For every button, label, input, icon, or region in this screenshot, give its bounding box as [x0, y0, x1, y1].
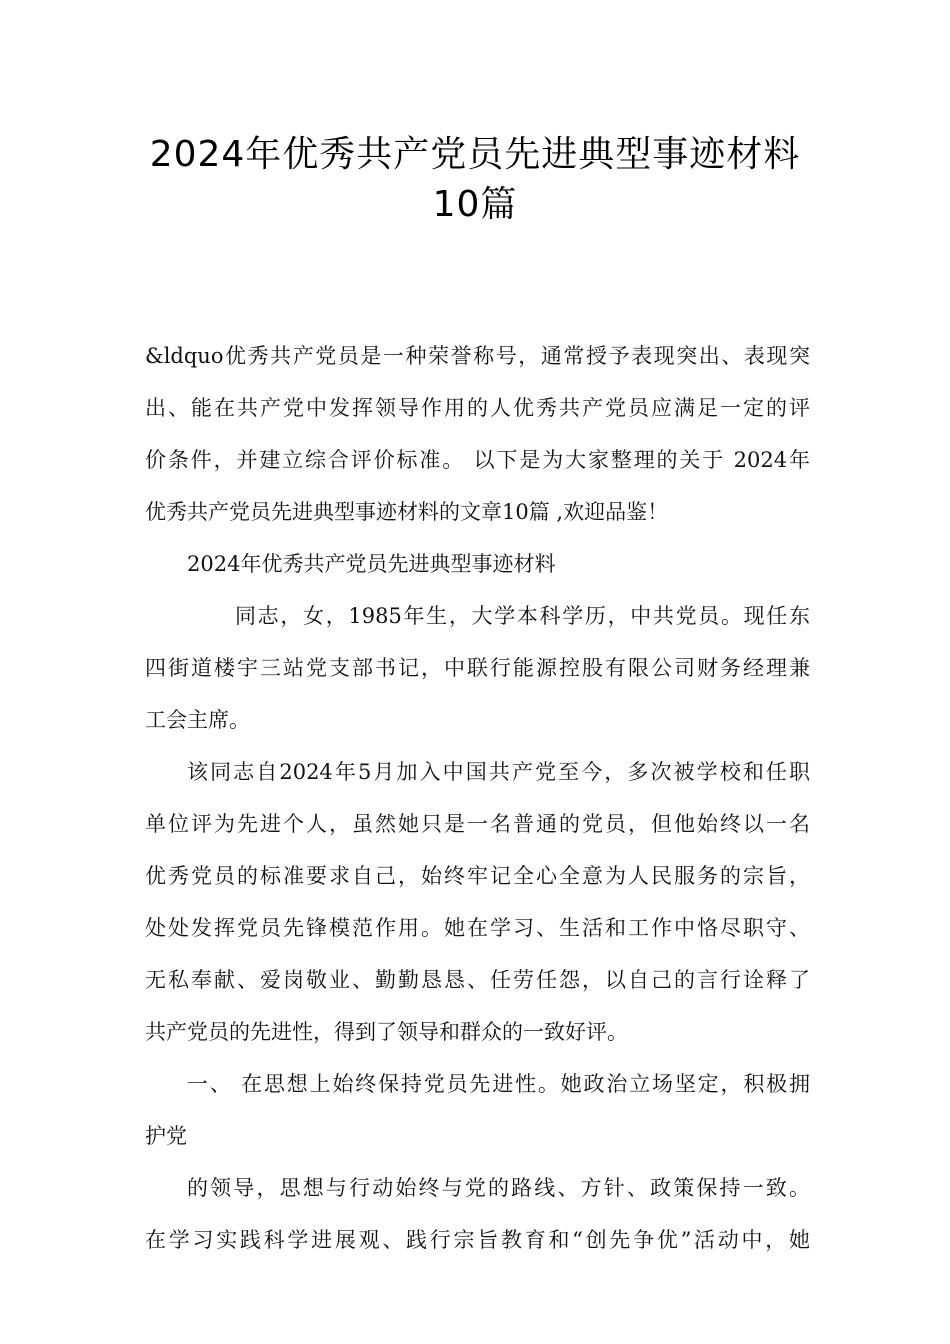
document-body — [145, 330, 810, 1266]
paragraph-line: 出、能在共产党中发挥领导作用的人优秀共产党员应满足一定的评 — [145, 396, 810, 420]
document-title-line-2: 10篇 — [432, 184, 518, 225]
section-heading-line: 2024年优秀共产党员先进典型事迹材料 — [187, 552, 556, 576]
paragraph-line: 该同志自2024年5月加入中国共产党至今，多次被学校和任职 — [187, 760, 810, 784]
paragraph-line: 优秀共产党员先进典型事迹材料的文章10篇 ,欢迎品鉴！ — [145, 500, 669, 524]
paragraph-line: 无私奉献、爱岗敬业、勤勤恳恳、任劳任怨，以自己的言行诠释了 — [145, 968, 810, 992]
paragraph-line: 在学习实践科学进展观、践行宗旨教育和“创先争优”活动中，她 — [145, 1228, 810, 1252]
paragraph-line: 优秀党员的标准要求自己，始终牢记全心全意为人民服务的宗旨， — [145, 864, 810, 888]
paragraph-line: 处处发挥党员先锋模范作用。她在学习、生活和工作中恪尽职守、 — [145, 916, 810, 940]
paragraph-line: 共产党员的先进性，得到了领导和群众的一致好评。 — [145, 1020, 628, 1044]
paragraph-line: 四街道楼宇三站党支部书记，中联行能源控股有限公司财务经理兼 — [145, 656, 810, 680]
document-title-line-1: 2024年优秀共产党员先进典型事迹材料 — [149, 134, 801, 175]
paragraph-line: 护党 — [145, 1124, 187, 1148]
paragraph-line: 单位评为先进个人，虽然她只是一名普通的党员，但他始终以一名 — [145, 812, 810, 836]
paragraph-line: 同志，女，1985年生，大学本科学历，中共党员。现任东 — [235, 604, 810, 628]
paragraph-line: &ldquo优秀共产党员是一种荣誉称号，通常授予表现突出、表现突 — [145, 344, 810, 368]
paragraph-line: 一、 在思想上始终保持党员先进性。她政治立场坚定，积极拥 — [187, 1072, 810, 1096]
paragraph-line: 的领导，思想与行动始终与党的路线、方针、政策保持一致。 — [187, 1176, 810, 1200]
paragraph-line: 工会主席。 — [145, 708, 250, 732]
paragraph-line: 价条件，并建立综合评价标准。 以下是为大家整理的关于 2024年 — [145, 448, 810, 472]
